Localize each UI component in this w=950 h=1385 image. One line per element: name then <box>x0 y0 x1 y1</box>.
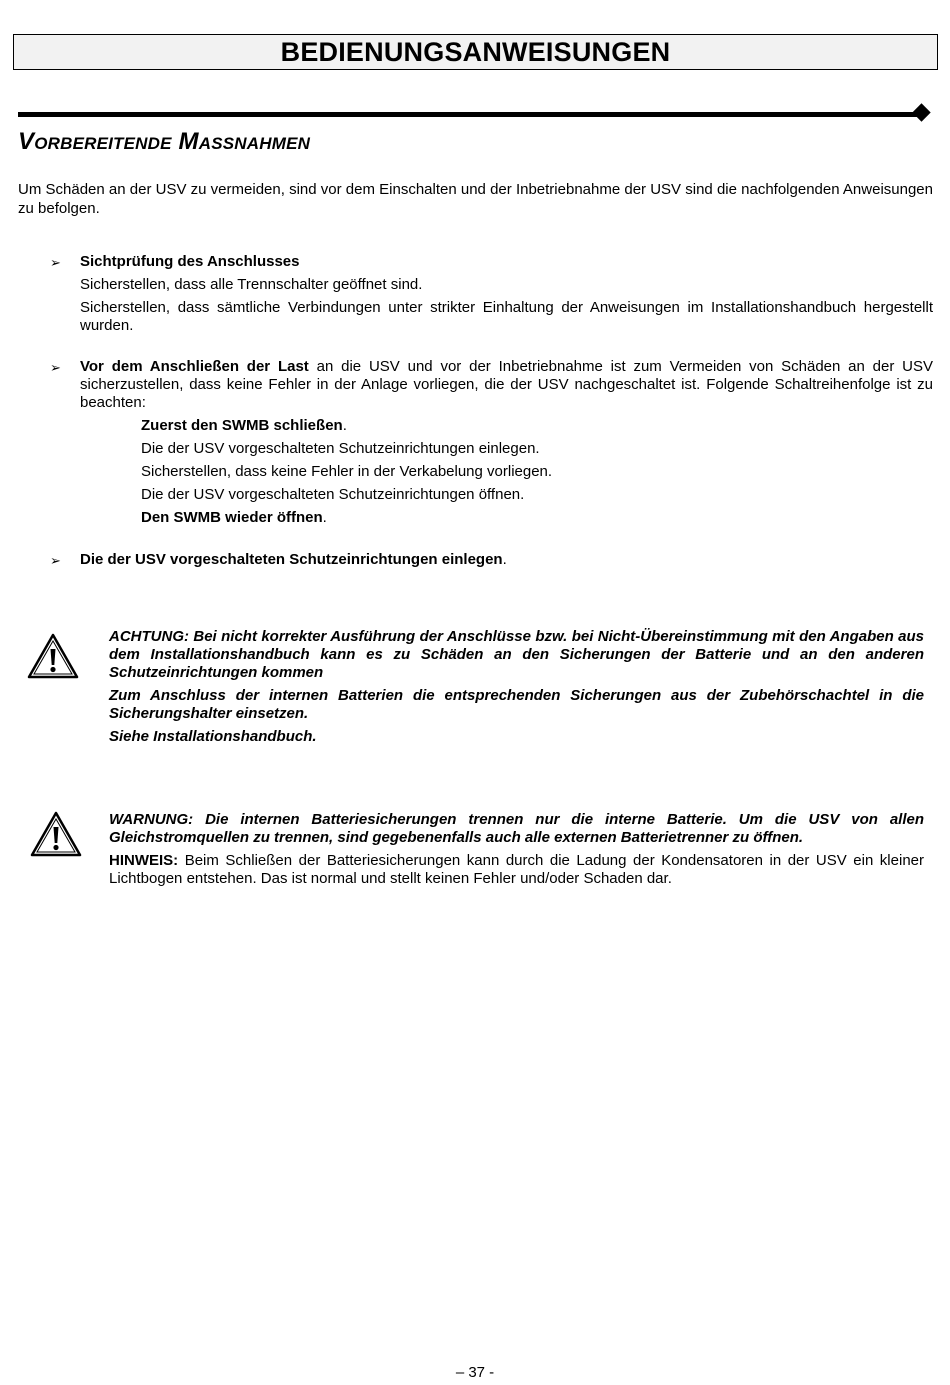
item-heading: Die der USV vorgeschalteten Schutzeinrichtungen einlegen <box>80 551 503 568</box>
warning-text: WARNUNG: Die internen Batteriesicherungen trennen nur die interne Batterie. Um die USV von allen Gleichstromquellen zu trennen, sind gegebenenfalls auch alle externen Batterietrenner zu öffnen. <box>109 811 924 846</box>
bullet-arrow-icon: ➢ <box>50 553 61 568</box>
warning-notice <box>109 811 924 893</box>
list-item-before-load <box>80 358 933 417</box>
note-label: HINWEIS: <box>109 852 179 869</box>
switching-sequence: Zuerst den SWMB schließen. Die der USV vorgeschalteten Schutzeinrichtungen einlegen. Sicherstellen, dass keine Fehler in der Verkabelung vorliegen. Die der USV vorgeschalteten Schutzeinrichtungen öffnen. Den SWMB wieder öffnen. <box>141 417 553 526</box>
caution-text: ACHTUNG: Bei nicht korrekter Ausführung der Anschlüsse bzw. bei Nicht-Übereinstimmung mit den Angaben aus dem Installationshandbuch kann es zu Schäden an den Sicherungen der Batterie und an den anderen Schutzeinrichtungen kommen <box>109 628 924 681</box>
list-item-visual-check <box>80 253 933 340</box>
section-title: Vorbereitende Massnahmen <box>18 128 311 155</box>
list-item-protection: Die der USV vorgeschalteten Schutzeinrichtungen einlegen. <box>80 551 507 568</box>
item-text: an die USV und vor der Inbetriebnahme ist zum Vermeiden von Schäden an der USV sicherzustellen, dass keine Fehler in der Anlage vorliegen, die der USV nachgeschaltet ist. Folgende Schaltreihenfolge ist zu beachten: <box>80 358 934 411</box>
step-5: Den SWMB wieder öffnen <box>141 509 323 526</box>
item-heading: Sichtprüfung des Anschlusses <box>80 253 300 270</box>
step-4: Die der USV vorgeschalteten Schutzeinrichtungen öffnen. <box>141 486 525 503</box>
step-1: Zuerst den SWMB schließen <box>141 417 343 434</box>
caution-text: Siehe Installationshandbuch. <box>109 728 317 745</box>
item-line: Sicherstellen, dass alle Trennschalter geöffnet sind. <box>80 276 423 293</box>
caution-text: Zum Anschluss der internen Batterien die entsprechenden Sicherungen aus der Zubehörschachtel in die Sicherungshalter einsetzen. <box>109 687 924 722</box>
divider-diamond-icon <box>912 103 930 121</box>
intro-paragraph: Um Schäden an der USV zu vermeiden, sind vor dem Einschalten und der Inbetriebnahme der USV sind die nachfolgenden Anweisungen zu befolgen. <box>18 181 933 217</box>
warning-triangle-icon <box>30 810 82 858</box>
step-3: Sicherstellen, dass keine Fehler in der Verkabelung vorliegen. <box>141 463 553 480</box>
step-2: Die der USV vorgeschalteten Schutzeinrichtungen einlegen. <box>141 440 540 457</box>
header-title: BEDIENUNGSANWEISUNGEN <box>280 36 671 67</box>
bullet-arrow-icon: ➢ <box>50 255 61 270</box>
warning-triangle-icon <box>27 632 79 680</box>
item-heading: Vor dem Anschließen der Last <box>80 358 309 375</box>
section-divider <box>18 112 918 117</box>
page-number: – 37 - <box>455 1364 495 1381</box>
item-line: Sicherstellen, dass sämtliche Verbindungen unter strikter Einhaltung der Anweisungen im Installationshandbuch hergestellt wurden. <box>80 299 933 334</box>
note-text: Beim Schließen der Batteriesicherungen kann durch die Ladung der Kondensatoren in der USV ein kleiner Lichtbogen entstehen. Das ist normal und stellt keinen Fehler und/oder Schaden dar. <box>109 852 924 887</box>
bullet-arrow-icon: ➢ <box>50 360 61 375</box>
warning-caution <box>109 628 924 751</box>
page-header <box>13 34 938 70</box>
